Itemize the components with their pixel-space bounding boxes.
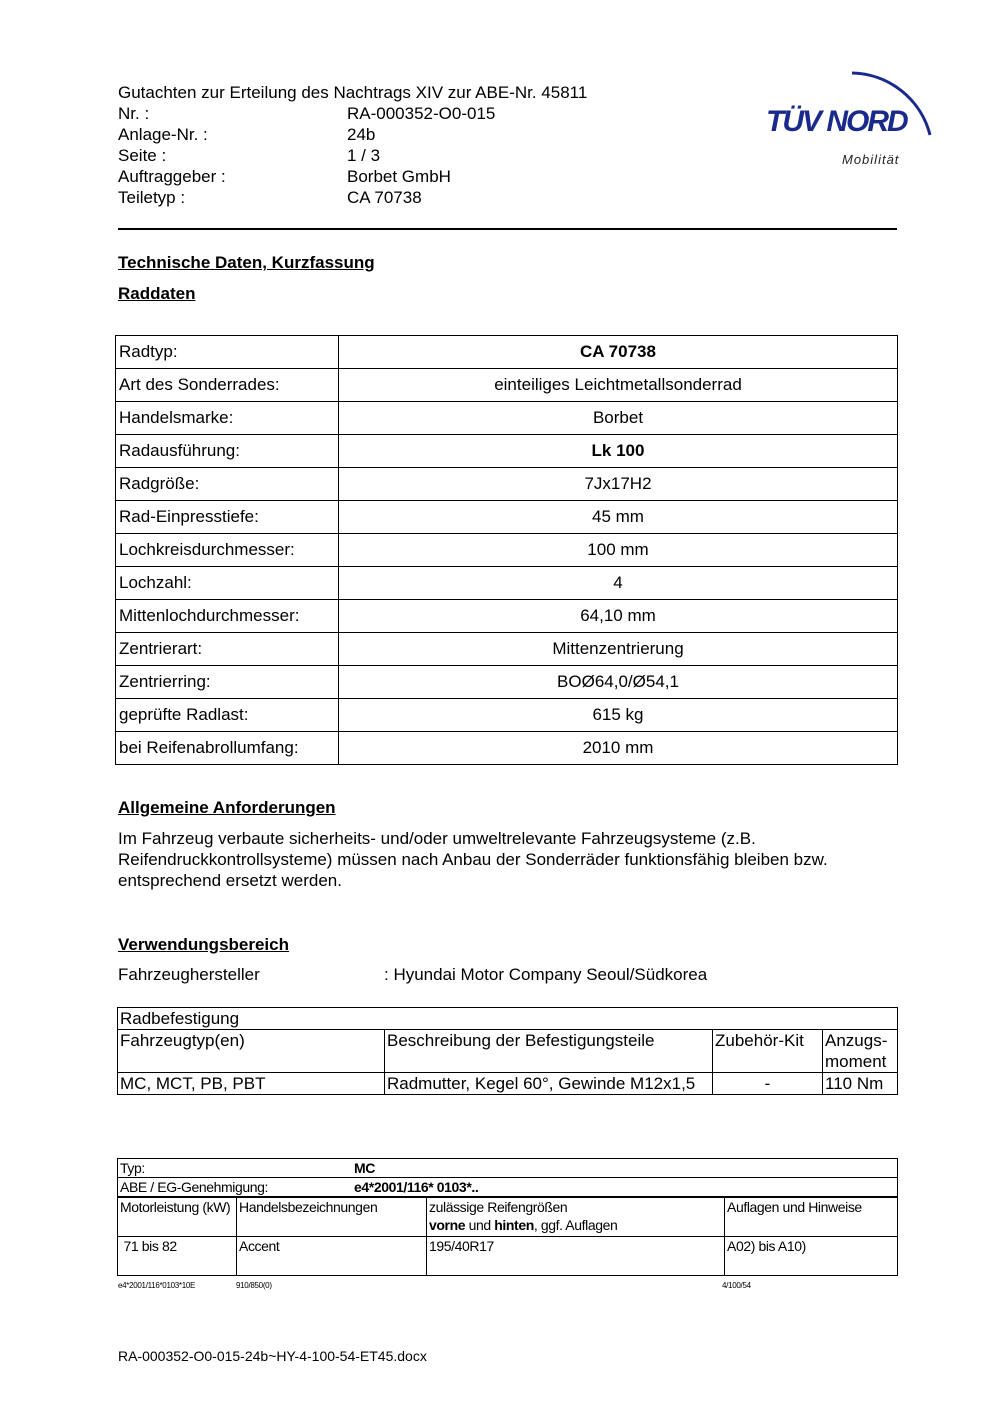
table-row [116,732,898,765]
logo-brand: TÜV NORD [766,105,907,138]
header-value-teiletyp: CA 70738 [347,188,422,207]
header-label-auftraggeber: Auftraggeber : [118,167,226,186]
small-code-bolt: 4/100/54 [722,1281,751,1290]
table-row [116,402,898,435]
cell: 71 bis 82 [118,1237,237,1276]
abe-row [118,1178,898,1198]
tyres-header-line1: zulässige Reifengrößen [429,1199,568,1215]
table-row [116,600,898,633]
row-key: Rad-Einpresstiefe: [116,501,339,534]
cell: Radmutter, Kegel 60°, Gewinde M12x1,5 [385,1073,713,1095]
tuev-nord-logo [760,55,945,175]
row-key: geprüfte Radlast: [116,699,339,732]
col-header: Motorleistung (kW) [118,1197,237,1237]
row-key: Zentrierart: [116,633,339,666]
radbefestigung-title: Radbefestigung [118,1008,898,1030]
abe-value: e4*2001/116* 0103*.. [354,1179,479,1195]
row-key: bei Reifenabrollumfang: [116,732,339,765]
cell: 195/40R17 [427,1237,725,1276]
typ-label: Typ: [120,1160,145,1176]
row-value: Mittenzentrierung [339,633,898,666]
table-row [116,468,898,501]
table-header-row [118,1197,898,1237]
footer-filename: RA-000352-O0-015-24b~HY-4-100-54-ET45.docx [118,1348,427,1364]
row-key: Lochkreisdurchmesser: [116,534,339,567]
typ-value: MC [354,1160,375,1176]
section-title: Technische Daten, Kurzfassung [118,253,375,272]
table-row [116,633,898,666]
table-row [116,369,898,402]
col-header: Zubehör-Kit [713,1030,823,1073]
table-row [116,501,898,534]
row-value: 100 mm [339,534,898,567]
table-row [118,1159,898,1178]
small-code-ref: 910/850(0) [236,1281,272,1290]
table-row [116,435,898,468]
row-value: 615 kg [339,699,898,732]
table-row [116,567,898,600]
row-key: Handelsmarke: [116,402,339,435]
section-subtitle: Raddaten [118,284,196,303]
abe-label: ABE / EG-Genehmigung: [120,1179,269,1195]
radbefestigung-table [117,1007,898,1095]
logo-subtitle: Mobilität [842,152,900,167]
header-divider [118,228,897,230]
row-key: Lochzahl: [116,567,339,600]
row-value: 64,10 mm [339,600,898,633]
document-title: Gutachten zur Erteilung des Nachtrags XIV zur ABE-Nr. 45811 [118,83,588,102]
cell: A02) bis A10) [725,1237,898,1276]
table-row [118,1237,898,1276]
cell: - [713,1073,823,1095]
row-key: Zentrierring: [116,666,339,699]
verwendung-heading: Verwendungsbereich [118,935,289,954]
tyres-header-rear: hinten [494,1217,534,1233]
row-value: BOØ64,0/Ø54,1 [339,666,898,699]
table-header-row [118,1030,898,1073]
row-value: Borbet [339,402,898,435]
cell: 110 Nm [823,1073,898,1095]
raddaten-table [115,335,898,765]
table-row [118,1178,898,1198]
row-value: CA 70738 [339,336,898,369]
row-key: Radtyp: [116,336,339,369]
row-value: einteiliges Leichtmetallsonderrad [339,369,898,402]
table-row [116,534,898,567]
header-label-seite: Seite : [118,146,167,165]
cell: Accent [237,1237,427,1276]
col-header: Fahrzeugtyp(en) [118,1030,385,1073]
typ-table [117,1158,898,1276]
row-value: 45 mm [339,501,898,534]
table-row [116,699,898,732]
tyres-header-and: und [465,1217,495,1233]
allgemein-text: Im Fahrzeug verbaute sicherheits- und/oder umweltrelevante Fahrzeugsysteme (z.B. Reifendruckkontrollsysteme) müssen nach Anbau der Sonderräder funktionsfähig bleiben bzw. entsprechend ersetzt werden. [118,829,828,890]
header-label-nr: Nr. : [118,104,150,123]
hersteller-label: Fahrzeughersteller [118,965,260,984]
col-header: Handelsbezeichnungen [237,1197,427,1237]
tyres-header-front: vorne [429,1217,466,1233]
row-key: Art des Sonderrades: [116,369,339,402]
row-value: 7Jx17H2 [339,468,898,501]
header-value-seite: 1 / 3 [347,146,381,165]
row-key: Radausführung: [116,435,339,468]
tyres-header-end: , ggf. Auflagen [533,1217,618,1233]
table-row [116,666,898,699]
hersteller-value: : Hyundai Motor Company Seoul/Südkorea [384,965,708,984]
header-label-teiletyp: Teiletyp : [118,188,186,207]
header-label-anlage: Anlage-Nr. : [118,125,208,144]
header-value-auftraggeber: Borbet GmbH [347,167,451,186]
row-value: 4 [339,567,898,600]
row-value: 2010 mm [339,732,898,765]
cell: MC, MCT, PB, PBT [118,1073,385,1095]
row-key: Radgröße: [116,468,339,501]
row-value: Lk 100 [339,435,898,468]
table-row [118,1008,898,1030]
col-header: Anzugs-moment [823,1030,898,1073]
typ-row [118,1159,898,1178]
header-value-anlage: 24b [347,125,376,144]
table-row [118,1073,898,1095]
allgemein-heading: Allgemeine Anforderungen [118,798,336,817]
small-code-approval: e4*2001/116*0103*10E [118,1281,196,1290]
row-key: Mittenlochdurchmesser: [116,600,339,633]
table-row [116,336,898,369]
col-header-tyres [427,1197,725,1237]
col-header: Auflagen und Hinweise [725,1197,898,1237]
header-value-nr: RA-000352-O0-015 [347,104,496,123]
col-header: Beschreibung der Befestigungsteile [385,1030,713,1073]
